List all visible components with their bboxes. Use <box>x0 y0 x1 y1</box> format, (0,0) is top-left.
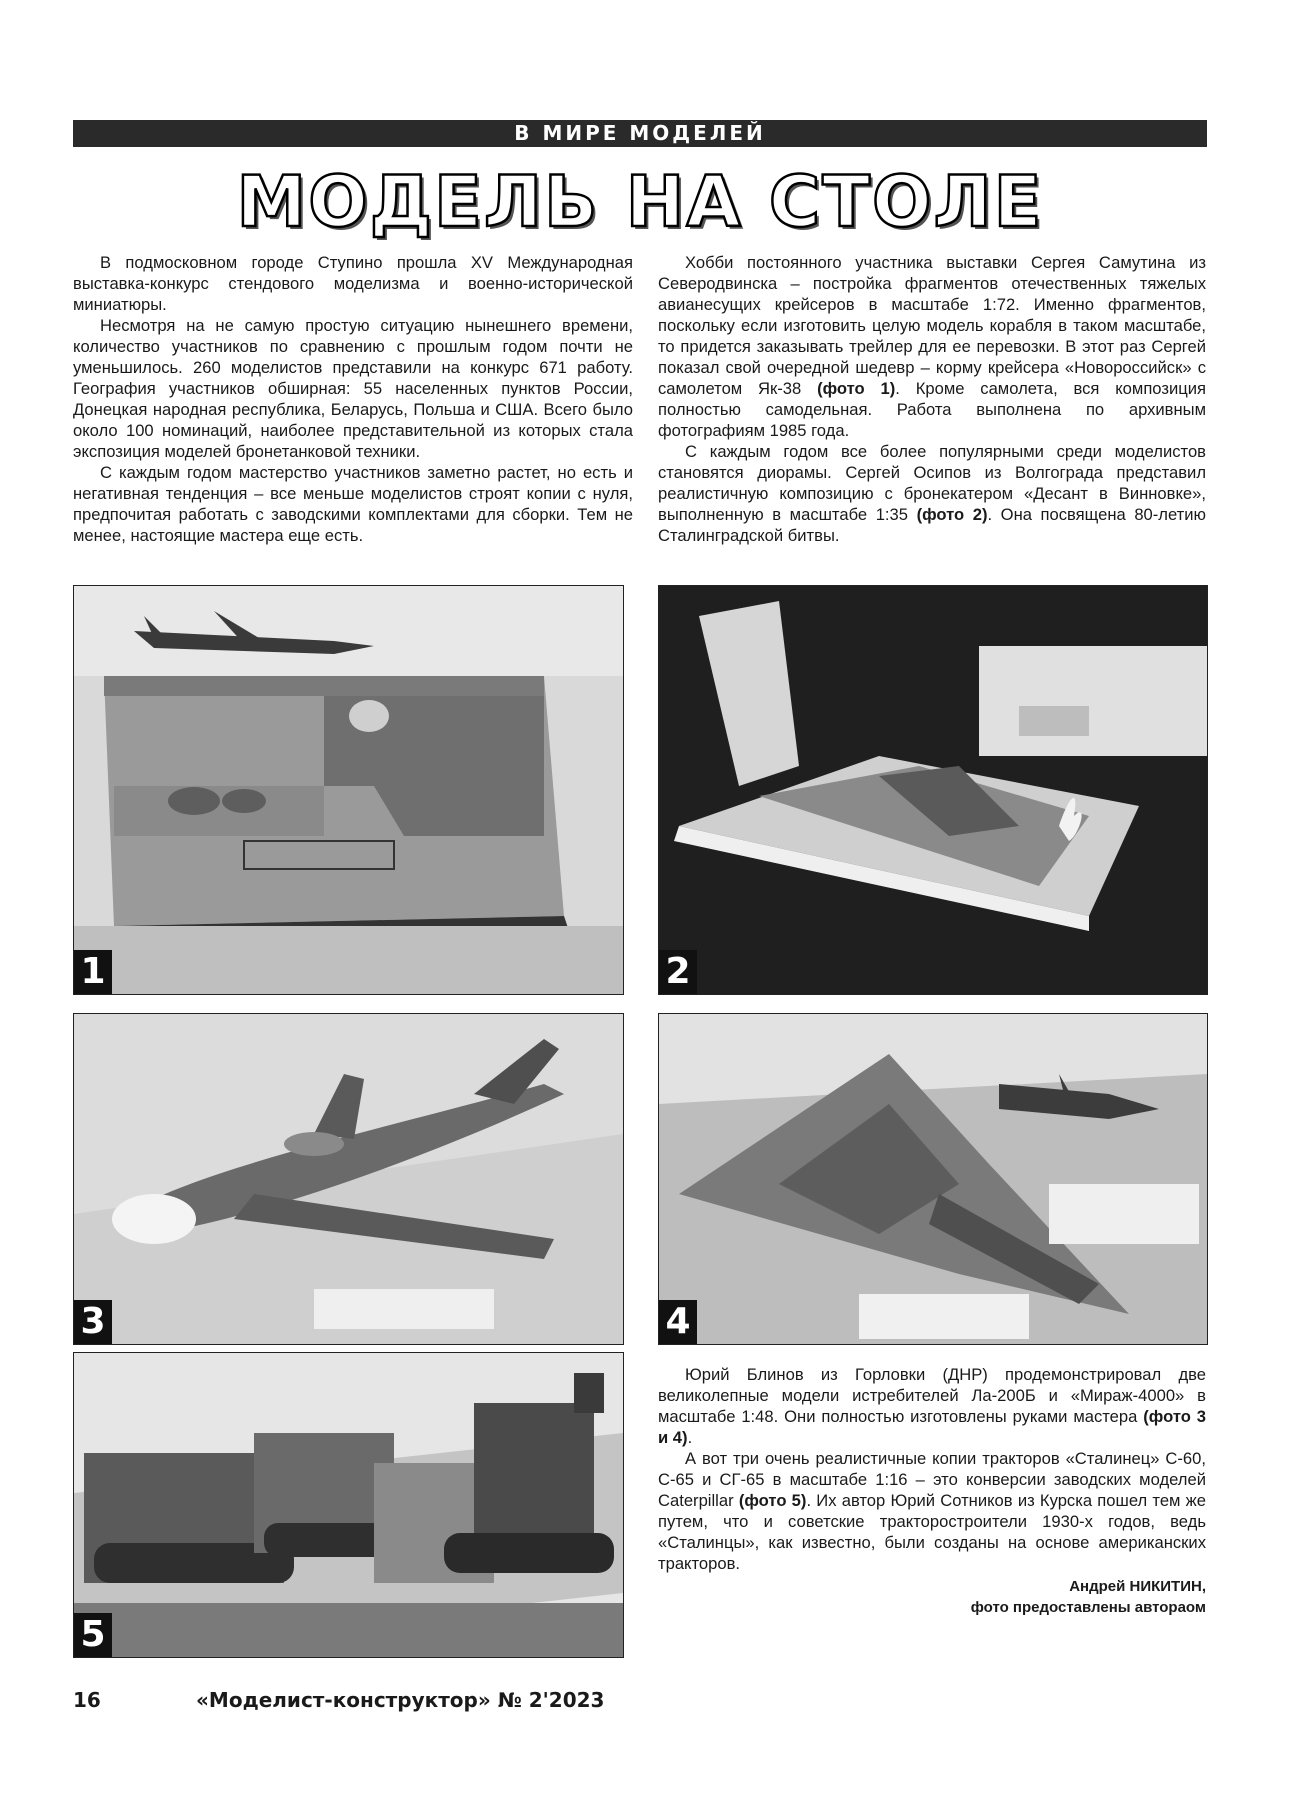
paragraph: С каждым годом мастерство участников заметно растет, но есть и негативная тенденция – все меньше моделистов строят копии с нуля, предпочитая работать с заводскими комплектами для сборки. Тем не менее, настоящие мастера еще есть. <box>73 463 633 545</box>
article-bottom-right-column <box>658 1364 1206 1618</box>
photo-number: 2 <box>659 950 697 994</box>
photo-la-200b <box>73 1013 624 1345</box>
photo-number: 3 <box>74 1300 112 1344</box>
photo-number: 1 <box>74 950 112 994</box>
magazine-issue: «Моделист-конструктор» № 2'2023 <box>196 1688 605 1712</box>
photo-ref: (фото 3 и 4) <box>658 1407 1206 1447</box>
photo-number: 5 <box>74 1613 112 1657</box>
paragraph: Хобби постоянного участника выставки Сергея Самутина из Северодвинска – постройка фрагментов отечественных тяжелых авианесущих крейсеров в масштабе 1:72. Именно фрагментов, поскольку если изготовить целую модель корабля в таком масштабе, то придется заказывать трейлер для ее перевозки. В этот раз Сергей показал свой очередной шедевр – корму крейсера «Новороссийск» с самолетом Як-38 (фото 1). Кроме самолета, вся композиция полностью самодельная. Работа выполнена по архивным фотографиям 1985 года. <box>658 253 1206 440</box>
photo-ref: (фото 2) <box>916 505 988 524</box>
page-number: 16 <box>73 1688 101 1712</box>
paragraph: А вот три очень реалистичные копии тракторов «Сталинец» С-60, С-65 и СГ-65 в масштабе 1:16 – это конверсии заводских моделей Caterpillar (фото 5). Их автор Юрий Сотников из Курска пошел тем же путем, что и советские тракторостроители 1930-х годов, ведь «Сталинцы», как известно, были созданы на основе американских тракторов. <box>658 1449 1206 1573</box>
photo-number: 4 <box>659 1300 697 1344</box>
page-title: МОДЕЛЬ НА СТОЛЕ <box>236 161 1044 243</box>
photo-carrier-stern <box>73 585 624 995</box>
author-name: Андрей НИКИТИН, <box>1069 1578 1206 1595</box>
paragraph: Несмотря на не самую простую ситуацию нынешнего времени, количество участников по сравнению с прошлым годом почти не уменьшилось. 260 моделистов представили на конкурс 671 работу. География участников обширная: 55 населенных пунктов России, Донецкая народная республика, Беларусь, Польша и США. Всего было около 100 номинаций, наиболее представительной из которых стала экспозиция моделей бронетанковой техники. <box>73 316 633 461</box>
paragraph: С каждым годом все более популярными среди моделистов становятся диорамы. Сергей Осипов из Волгограда представил реалистичную композицию с бронекатером «Десант в Винновке», выполненную в масштабе 1:35 (фото 2). Она посвящена 80-летию Сталинградской битвы. <box>658 442 1206 545</box>
photo-ref: (фото 1) <box>817 379 896 398</box>
photo-mirage-4000 <box>658 1013 1208 1345</box>
section-banner: В МИРЕ МОДЕЛЕЙ <box>73 120 1207 147</box>
article-left-column <box>73 252 633 546</box>
photo-diorama <box>658 585 1208 995</box>
paragraph: Юрий Блинов из Горловки (ДНР) продемонстрировал две великолепные модели истребителей Ла-200Б и «Мираж-4000» в масштабе 1:48. Они полностью изготовлены руками мастера (фото 3 и 4). <box>658 1365 1206 1447</box>
article-right-column <box>658 252 1206 546</box>
photo-credit: фото предоставлены автораом <box>970 1599 1206 1616</box>
paragraph: В подмосковном городе Ступино прошла XV Международная выставка-конкурс стендового моделизма и военно-исторической миниатюры. <box>73 253 633 314</box>
photo-tractors <box>73 1352 624 1658</box>
photo-ref: (фото 5) <box>738 1491 807 1510</box>
